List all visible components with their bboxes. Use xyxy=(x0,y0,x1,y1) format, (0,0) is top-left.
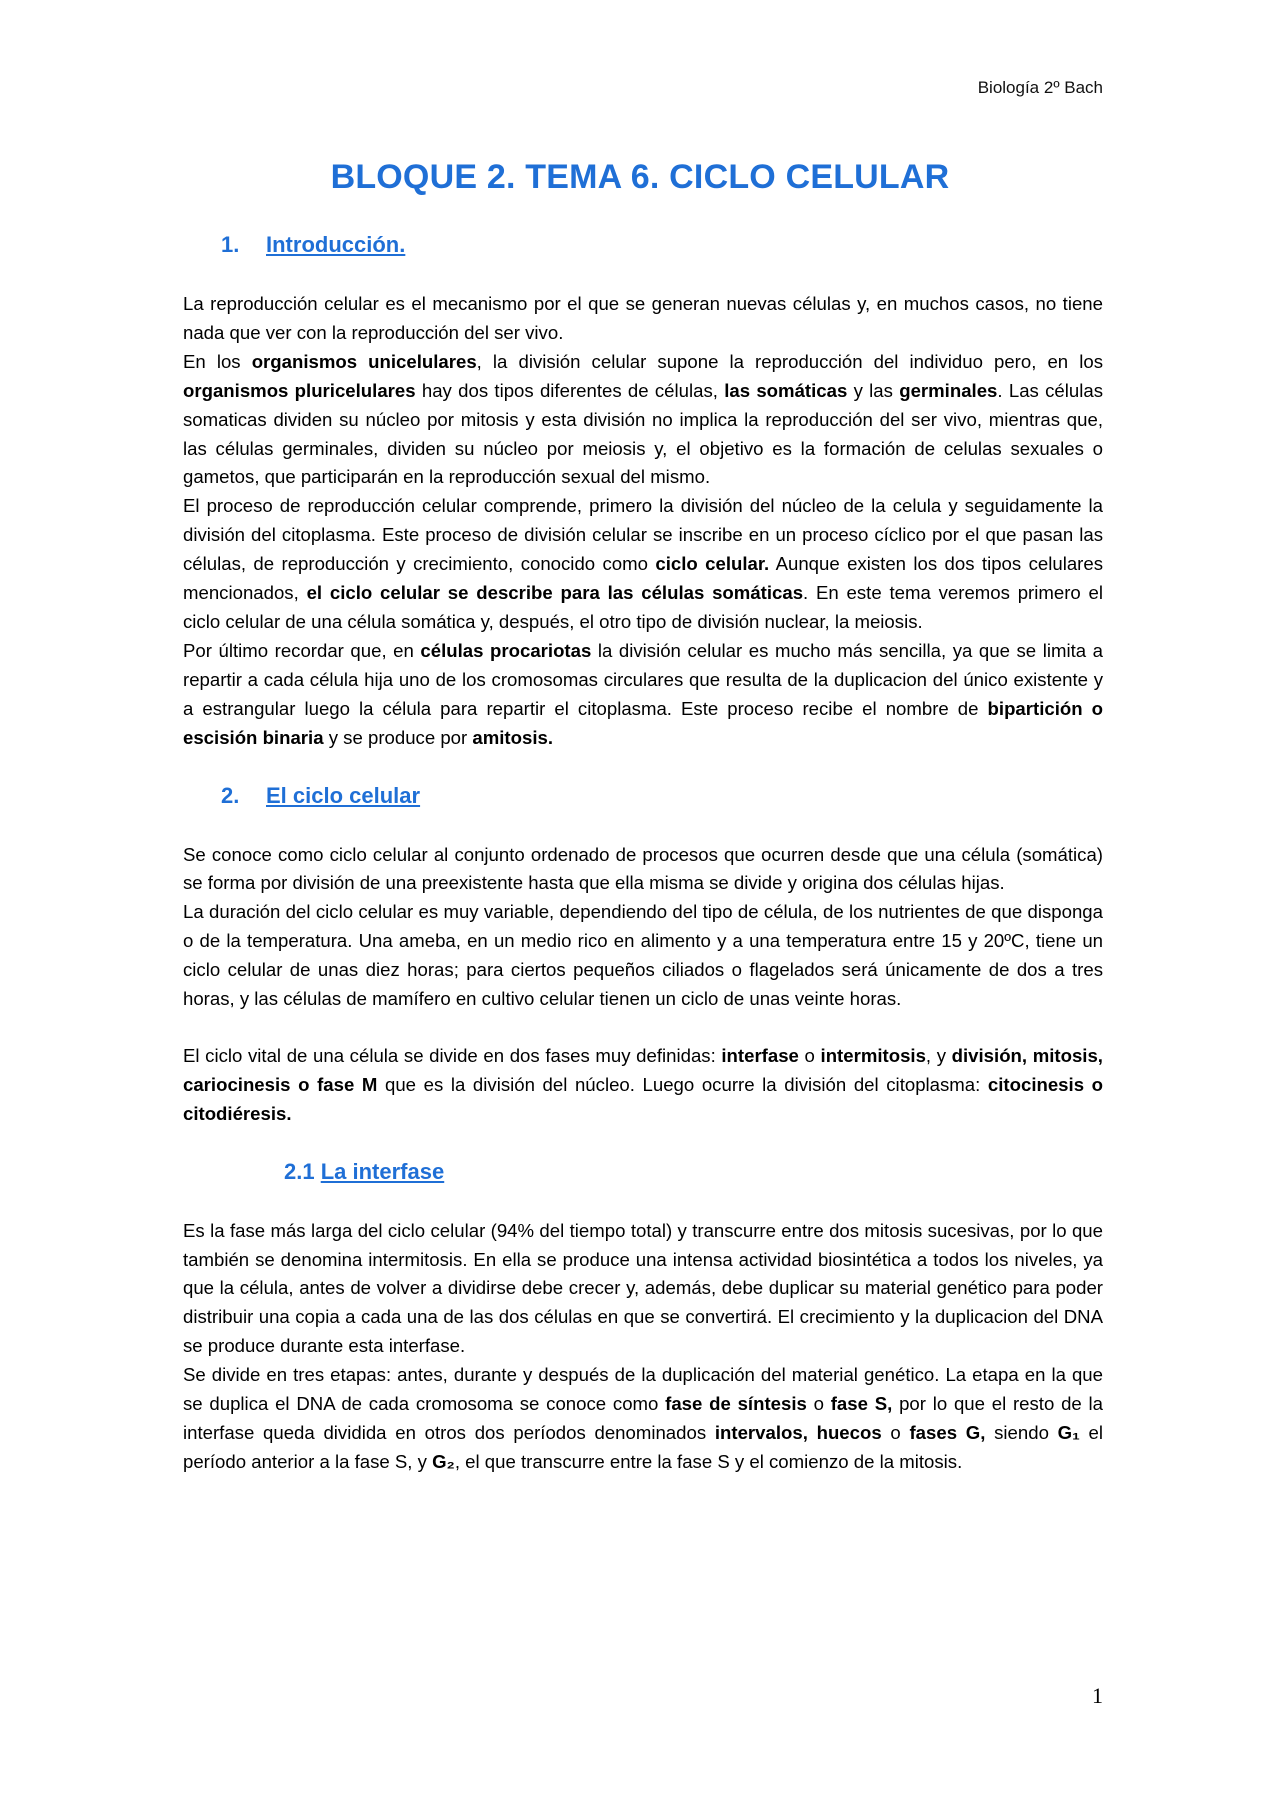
paragraph xyxy=(183,492,1103,637)
rich-paragraph-text: El ciclo vital de una célula se divide en dos fases muy definidas: interfase o intermitosis, y división, mitosis, cariocinesis o fase M que es la división del núcleo. Luego ocurre la división del citoplasma: citocinesis o citodiéresis. xyxy=(183,1044,1103,1124)
section-number: 1. xyxy=(221,232,240,257)
paragraph xyxy=(183,1042,1103,1129)
paragraph: Se conoce como ciclo celular al conjunto ordenado de procesos que ocurren desde que una célula (somática) se forma por división de una preexistente hasta que ella misma se divide y origina dos células hijas. xyxy=(183,843,1103,894)
rich-paragraph-text: El proceso de reproducción celular comprende, primero la división del núcleo de la celula y seguidamente la división del citoplasma. Este proceso de división celular se inscribe en un proceso cíclico por el que pasan las células, de reproducción y crecimiento, conocido como ciclo celular. Aunque existen los dos tipos celulares mencionados, el ciclo celular se describe para las células somáticas. En este tema veremos primero el ciclo celular de una célula somática y, después, el otro tipo de división nuclear, la meiosis. xyxy=(183,495,1103,632)
rich-paragraph-text: Se divide en tres etapas: antes, durante y después de la duplicación del material genético. La etapa en la que se duplica el DNA de cada cromosoma se conoce como fase de síntesis o fase S, por lo que el resto de la interfase queda dividida en otros dos períodos denominados intervalos, huecos o fases G, siendo G₁ el período anterior a la fase S, y G₂, el que transcurre entre la fase S y el comienzo de la mitosis. xyxy=(183,1364,1104,1472)
subsection-title: La interfase xyxy=(320,1158,445,1184)
section-title: Introducción. xyxy=(266,232,406,257)
running-header: Biología 2º Bach xyxy=(977,78,1103,97)
section-number: 2. xyxy=(221,782,240,808)
subsection-heading-interfase xyxy=(183,1157,1103,1187)
paragraph xyxy=(183,1361,1103,1477)
paragraph xyxy=(183,348,1103,493)
subsection-number: 2.1 xyxy=(284,1158,315,1184)
document-body xyxy=(183,230,1103,1477)
section-title: El ciclo celular xyxy=(266,782,421,808)
paragraph xyxy=(183,637,1103,753)
page-number: 1 xyxy=(1092,1683,1103,1708)
rich-paragraph-text: En los organismos unicelulares, la división celular supone la reproducción del individuo pero, en los organismos pluricelulares hay dos tipos diferentes de células, las somáticas y las germinales. Las células somaticas dividen su núcleo por mitosis y esta división no implica la reproducción del ser vivo, mientras que, las células germinales, dividen su núcleo por meiosis y, el objetivo es la formación de celulas sexuales o gametos, que participarán en la reproducción sexual del mismo. xyxy=(183,350,1103,488)
document-title: BLOQUE 2. TEMA 6. CICLO CELULAR xyxy=(330,158,950,196)
rich-paragraph-text: Por último recordar que, en células procariotas la división celular es mucho más sencilla, ya que se limita a repartir a cada célula hija uno de los cromosomas circulares que resulta de la duplicacion del único existente y a estrangular luego la célula para repartir el citoplasma. Este proceso recibe el nombre de bipartición o escisión binaria y se produce por amitosis. xyxy=(183,639,1103,748)
paragraph: La reproducción celular es el mecanismo por el que se generan nuevas células y, en muchos casos, no tiene nada que ver con la reproducción del ser vivo. xyxy=(183,293,1103,343)
section-heading-introduccion xyxy=(183,230,1103,260)
section-heading-ciclo-celular xyxy=(183,781,1103,811)
paragraph: Es la fase más larga del ciclo celular (94% del tiempo total) y transcurre entre dos mitosis sucesivas, por lo que también se denomina intermitosis. En ella se produce una intensa actividad biosintética a todos los niveles, ya que la célula, antes de volver a dividirse debe crecer y, además, debe duplicar su material genético para poder distribuir una copia a cada una de las dos células en que se convertirá. El crecimiento y la duplicacion del DNA se produce durante esta interfase. xyxy=(183,1219,1103,1357)
paragraph: La duración del ciclo celular es muy variable, dependiendo del tipo de célula, de los nutrientes de que disponga o de la temperatura. Una ameba, en un medio rico en alimento y a una temperatura entre 15 y 20ºC, tiene un ciclo celular de unas diez horas; para ciertos pequeños ciliados o flagelados será únicamente de dos a tres horas, y las células de mamífero en cultivo celular tienen un ciclo de unas veinte horas. xyxy=(183,901,1103,1010)
